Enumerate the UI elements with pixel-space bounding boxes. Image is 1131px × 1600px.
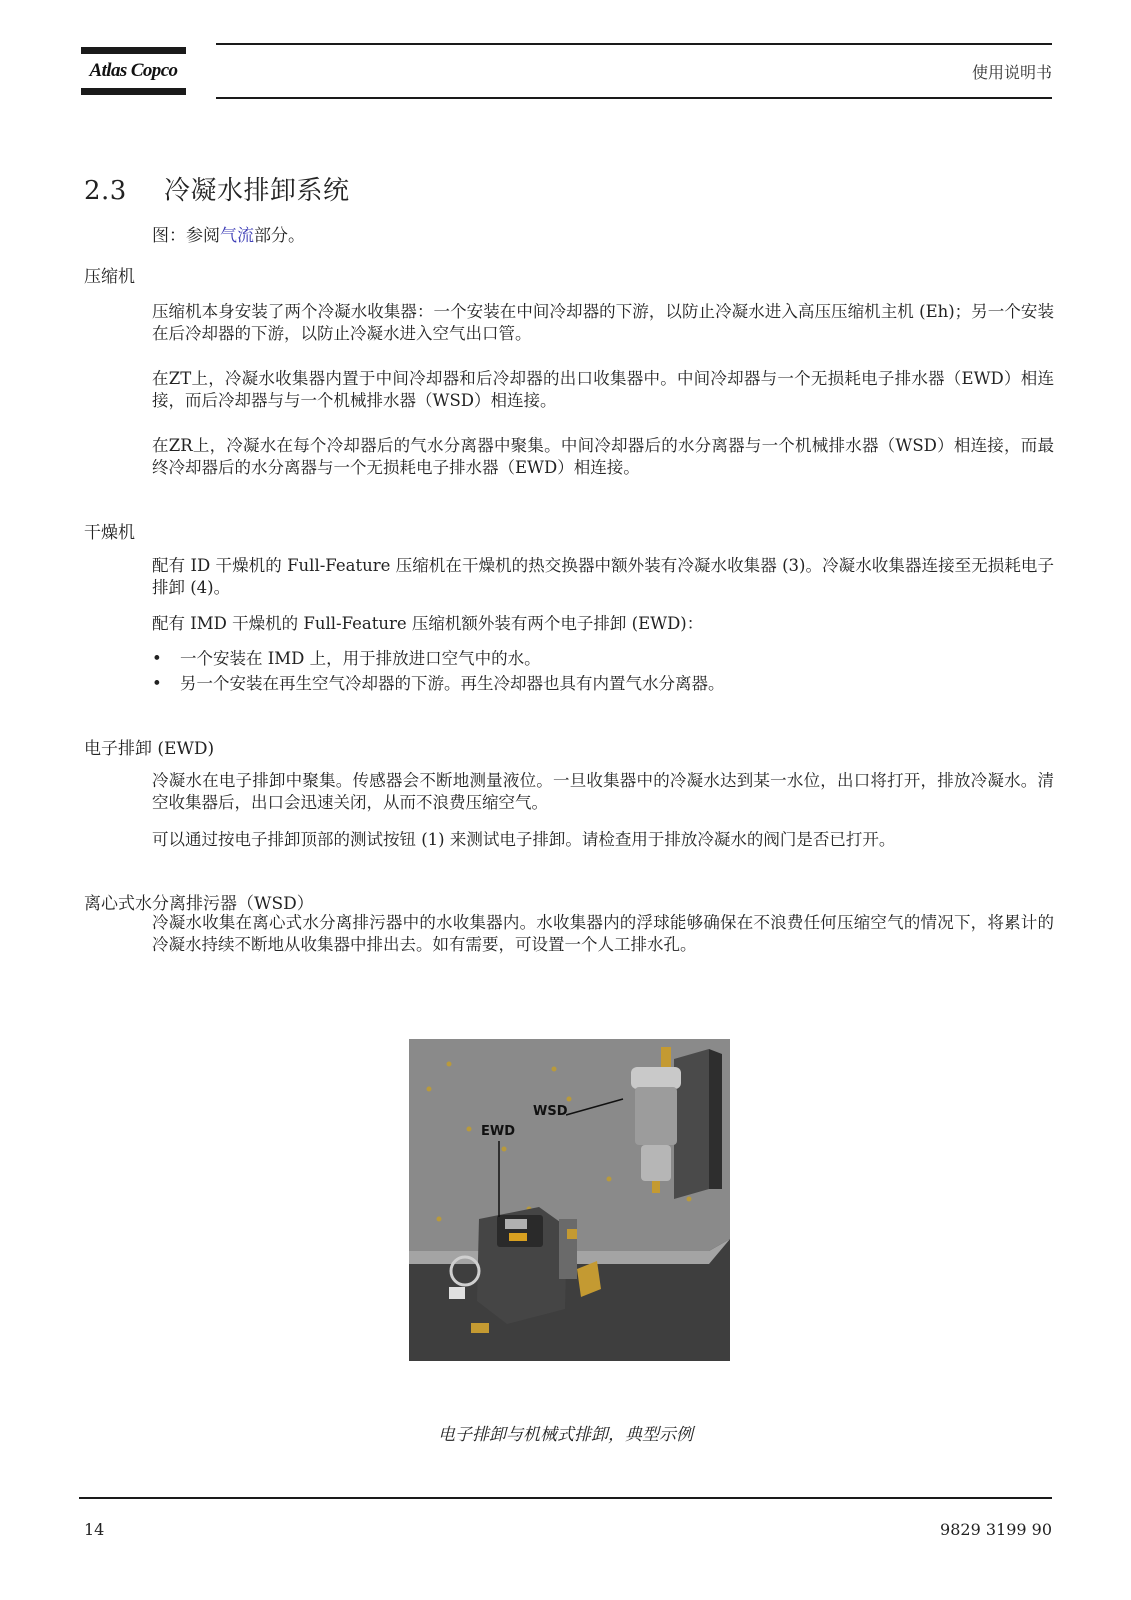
drain-figure [409,1039,730,1361]
doc-number: 9829 3199 90 [940,1520,1052,1539]
compressor-paragraph-2: 在ZT上，冷凝水收集器内置于中间冷却器和后冷却器的出口收集器中。中间冷却器与一个无损耗电子排水器（EWD）相连接，而后冷却器与与一个机械排水器（WSD）相连接。 [152,369,1054,410]
list-item: • 一个安装在 IMD 上，用于排放进口空气中的水。 [152,649,541,668]
heading-wsd: 离心式水分离排污器（WSD） [84,894,314,914]
ewd-paragraph-1: 冷凝水在电子排卸中聚集。传感器会不断地测量液位。一旦收集器中的冷凝水达到某一水位，出口将打开，排放冷凝水。清空收集器后，出口会迅速关闭，从而不浪费压缩空气。 [152,771,1054,812]
heading-dryer: 干燥机 [84,523,135,543]
page-number: 14 [84,1520,105,1539]
logo-bar-bottom [81,88,186,95]
logo-bar-top [81,47,186,54]
label-wsd: WSD [533,1104,568,1119]
header-doc-type: 使用说明书 [971,63,1052,82]
label-ewd: EWD [481,1124,516,1139]
heading-compressor: 压缩机 [84,267,135,287]
header-rule-top [216,43,1052,45]
section-title [84,170,350,207]
figure-reference: 图：参阅气流部分。 [152,226,305,246]
airflow-link[interactable]: 气流 [220,226,254,246]
section-number: 2.3 [84,176,127,206]
compressor-paragraph-3: 在ZR上，冷凝水在每个冷却器后的气水分离器中聚集。中间冷却器后的水分离器与一个机械排水器（WSD）相连接，而最终冷却器后的水分离器与一个无损耗电子排水器（EWD）相连接。 [152,436,1054,477]
logo-text: Atlas Copco [89,60,178,81]
header-rule-bottom [216,97,1052,99]
dryer-paragraph-2: 配有 IMD 干燥机的 Full-Feature 压缩机额外装有两个电子排卸 (EWD)： [152,614,704,633]
heading-ewd: 电子排卸 (EWD) [84,739,215,759]
ewd-paragraph-2: 可以通过按电子排卸顶部的测试按钮 (1) 来测试电子排卸。请检查用于排放冷凝水的阀门是否已打开。 [152,830,896,849]
drain-illustration [409,1039,730,1361]
figure-caption: 电子排卸与机械式排卸，典型示例 [438,1425,693,1445]
wsd-paragraph-1: 冷凝水收集在离心式水分离排污器中的水收集器内。水收集器内的浮球能够确保在不浪费任何压缩空气的情况下，将累计的冷凝水持续不断地从收集器中排出去。如有需要，可设置一个人工排水孔。 [152,913,1054,954]
compressor-paragraph-1: 压缩机本身安装了两个冷凝水收集器：一个安装在中间冷却器的下游，以防止冷凝水进入高压压缩机主机 (Eh)；另一个安装在后冷却器的下游，以防止冷凝水进入空气出口管。 [152,302,1054,343]
section-title-text: 冷凝水排卸系统 [164,176,350,206]
footer-rule [79,1497,1052,1499]
list-item: • 另一个安装在再生空气冷却器的下游。再生冷却器也具有内置气水分离器。 [152,674,725,693]
dryer-paragraph-1: 配有 ID 干燥机的 Full-Feature 压缩机在干燥机的热交换器中额外装有冷凝水收集器 (3)。冷凝水收集器连接至无损耗电子排卸 (4)。 [152,556,1054,597]
